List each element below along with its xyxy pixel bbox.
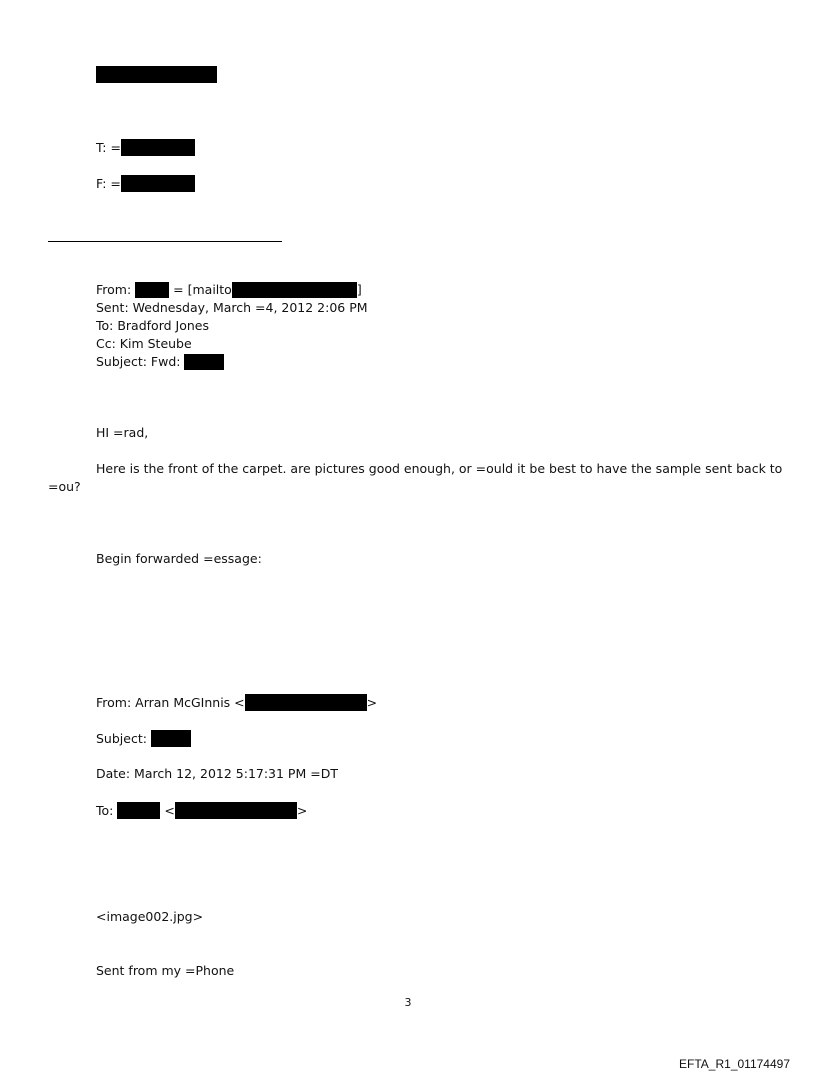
phone-label: T: = — [96, 140, 121, 155]
subject-label: Subject: Fwd: — [96, 354, 181, 369]
forwarded-from-line — [96, 694, 377, 710]
redaction-block — [184, 354, 224, 370]
signature-phone-line — [96, 139, 195, 155]
forwarded-date-line: Date: March 12, 2012 5:17:31 PM =DT — [96, 766, 338, 781]
forward-intro: Begin forwarded =essage: — [96, 551, 262, 566]
forwarded-from-close: > — [366, 695, 378, 710]
forwarded-to-close: > — [296, 803, 308, 818]
forwarded-subject-label: Subject: — [96, 731, 147, 746]
separator-rule — [48, 241, 282, 242]
email-to-line: To: Bradford Jones — [96, 318, 209, 333]
from-mailto: = [mailto — [173, 282, 232, 297]
redaction-block — [121, 175, 195, 192]
redaction-block — [175, 802, 297, 819]
body-paragraph-line2: =ou? — [48, 479, 81, 494]
email-sent-line: Sent: Wednesday, March =4, 2012 2:06 PM — [96, 300, 368, 315]
redaction-block — [117, 802, 160, 819]
redaction-block — [135, 282, 169, 298]
from-close: ] — [356, 282, 362, 297]
greeting: HI =rad, — [96, 425, 149, 440]
forwarded-from-label: From: Arran McGInnis < — [96, 695, 245, 710]
redaction-block — [121, 139, 195, 156]
attachment-placeholder: <image002.jpg> — [96, 909, 204, 924]
redaction-block — [96, 66, 217, 83]
forwarded-to-label: To: — [96, 803, 114, 818]
redaction-block — [232, 282, 357, 298]
body-paragraph-line1: Here is the front of the carpet. are pictures good enough, or =ould it be best to have the sample sent back to — [96, 461, 783, 476]
email-subject-line — [96, 354, 224, 370]
forwarded-to-line — [96, 802, 307, 818]
fax-label: F: = — [96, 176, 121, 191]
forwarded-to-open: < — [164, 803, 175, 818]
email-cc-line: Cc: Kim Steube — [96, 336, 192, 351]
redaction-block — [151, 730, 191, 747]
from-label: From: — [96, 282, 132, 297]
page-number: 3 — [404, 996, 412, 1009]
redaction-block — [245, 694, 367, 711]
email-from-line — [96, 282, 362, 298]
bates-stamp: EFTA_R1_01174497 — [679, 1057, 790, 1071]
signature-fax-line — [96, 175, 195, 191]
signoff-line: Sent from my =Phone — [96, 963, 235, 978]
forwarded-subject-line — [96, 730, 191, 746]
